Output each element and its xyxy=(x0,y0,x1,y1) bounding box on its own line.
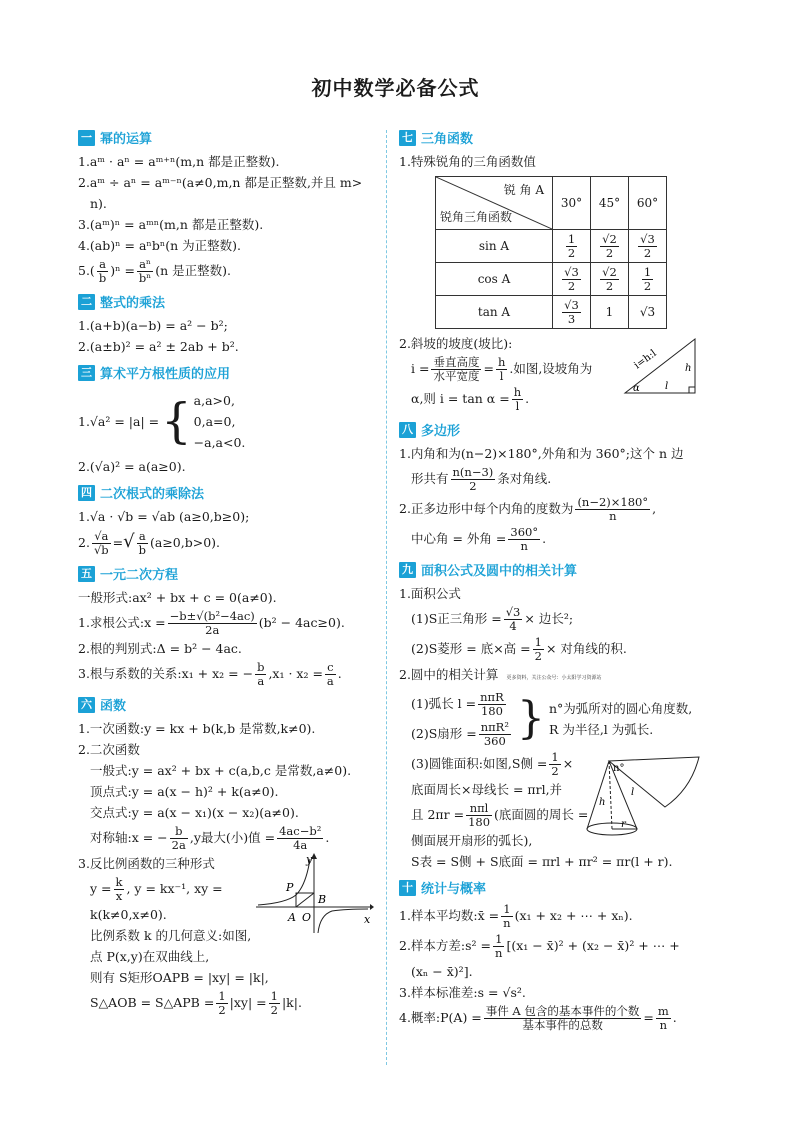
section-header-3 xyxy=(78,363,378,382)
formula-line: α,则 i = tan α = $\frac{h}{l}$ . xyxy=(411,385,530,413)
section-badge: 十 xyxy=(399,880,416,896)
table-header: 30° xyxy=(553,177,591,230)
svg-text:l: l xyxy=(665,381,669,392)
formula-line: 2.斜坡的坡度(坡比): xyxy=(399,336,513,351)
formula-line: 2.二次函数 xyxy=(78,742,140,757)
formula-line: 且 2πr = $\frac{\text{nπl}}{180}$ (底面圆的周长 = xyxy=(411,801,589,829)
formula-line: 3.反比例函数的三种形式 xyxy=(78,856,215,871)
formula-line: 2. $\frac{√a}{√b}$ =√ $\frac{a}{b}$ (a≥0,b>0). xyxy=(78,529,220,557)
section-title: 一元二次方程 xyxy=(100,568,179,583)
formula-line: 1.√a · √b = √ab (a≥0,b≥0); xyxy=(78,509,250,524)
section-header-7 xyxy=(399,128,711,147)
table-row: sin A $\frac{1}{2}$ $\frac{√2}{2}$ $\frac{√3}{2}$ xyxy=(436,230,667,263)
formula-line: 2.(a±b)² = a² ± 2ab + b². xyxy=(78,339,239,354)
arc-formulas: (1)弧长 l = $\frac{\text{nπR}}{180}$ (2)S扇形 = $\frac{\text{nπR²}}{360}$ } n°为弧所对的圆心角度数, R 为半径,l 为弧长. xyxy=(411,690,693,748)
svg-text:y: y xyxy=(306,853,313,866)
table-header: 45° xyxy=(591,177,629,230)
formula-line: 对称轴:x = − $\frac{b}{2a}$ ,y最大(小)值 = $\frac{\text{4ac−b²}}{4a}$ . xyxy=(90,824,330,852)
formula-line: (2)S菱形 = 底×高 = $\frac{1}{2}$ × 对角线的积. xyxy=(411,635,627,663)
section-title: 整式的乘法 xyxy=(100,296,166,311)
section-title: 三角函数 xyxy=(421,132,474,147)
section-header-8 xyxy=(399,420,711,439)
formula-line: 2.(√a)² = a(a≥0). xyxy=(78,459,186,474)
formula-line: 5.( $\frac{a}{b}$ )ⁿ = $\frac{\text{aⁿ}}{\text{bⁿ}}$ (n 是正整数). xyxy=(78,257,232,285)
formula-line: 3.(aᵐ)ⁿ = aᵐⁿ(m,n 都是正整数). xyxy=(78,217,264,232)
formula-line: S表 = S侧 + S底面 = πrl + πr² = πr(l + r). xyxy=(411,854,673,869)
formula-line: 1.样本平均数:x̄ = $\frac{1}{n}$ (x₁ + x₂ + ⋯ + xₙ). xyxy=(399,902,633,930)
section-title: 统计与概率 xyxy=(421,882,487,897)
table-row: tan A $\frac{√3}{3}$ 1 √3 xyxy=(436,296,667,329)
section-badge: 六 xyxy=(78,697,95,713)
section-title: 面积公式及圆中的相关计算 xyxy=(421,564,578,579)
formula-line: 2.aᵐ ÷ aⁿ = aᵐ⁻ⁿ(a≠0,m,n 都是正整数,并且 m> xyxy=(78,175,363,190)
section-badge: 五 xyxy=(78,566,95,582)
svg-text:α: α xyxy=(633,383,640,394)
svg-text:P: P xyxy=(286,881,294,894)
formula-line: 2.样本方差:s² = $\frac{1}{n}$ [(x₁ − x̄)² + (x₂ − x̄)² + ⋯ + xyxy=(399,932,680,960)
svg-text:x: x xyxy=(364,913,371,926)
section-header-1 xyxy=(78,128,378,147)
formula-line: 交点式:y = a(x − x₁)(x − x₂)(a≠0). xyxy=(90,805,299,820)
section-badge: 二 xyxy=(78,294,95,310)
formula-line: 则有 S矩形OAPB = |xy| = |k|, xyxy=(90,970,269,985)
formula-line: 顶点式:y = a(x − h)² + k(a≠0). xyxy=(90,784,279,799)
section-badge: 一 xyxy=(78,130,95,146)
formula-line: 比例系数 k 的几何意义:如图, xyxy=(90,928,252,943)
left-column xyxy=(78,128,378,1018)
formula-line: 一般形式:ax² + bx + c = 0(a≠0). xyxy=(78,590,277,605)
section-header-10 xyxy=(399,878,711,897)
section-title: 算术平方根性质的应用 xyxy=(100,367,231,382)
section-header-9 xyxy=(399,560,711,579)
formula-line: 2.根的判别式:Δ = b² − 4ac. xyxy=(78,641,242,656)
formula-line: k(k≠0,x≠0). xyxy=(90,907,167,922)
formula-line: i = $\frac{\text{垂直高度}}{\text{水平宽度}}$ = $\frac{h}{l}$ .如图,设坡角为 xyxy=(411,355,593,383)
formula-line: 1.一次函数:y = kx + b(k,b 是常数,k≠0). xyxy=(78,721,316,736)
svg-text:h: h xyxy=(685,363,692,374)
formula-line: 中心角 = 外角 = $\frac{360^\circ}{n}$ . xyxy=(411,525,547,553)
formula-line: 4.(ab)ⁿ = aⁿbⁿ(n 为正整数). xyxy=(78,238,241,253)
section-badge: 三 xyxy=(78,365,95,381)
formula-line: 1.内角和为(n−2)×180°,外角和为 360°;这个 n 边 xyxy=(399,446,684,461)
svg-text:l: l xyxy=(631,787,635,798)
svg-text:h: h xyxy=(599,797,606,808)
hyperbola-graph xyxy=(256,853,374,935)
formula-line: (1)S正三角形 = $\frac{√3}{4}$ × 边长²; xyxy=(411,605,574,633)
section-title: 二次根式的乘除法 xyxy=(100,487,205,502)
table-header: 60° xyxy=(629,177,667,230)
table-row: cos A $\frac{√3}{2}$ $\frac{√2}{2}$ $\frac{1}{2}$ xyxy=(436,263,667,296)
formula-line: 侧面展开扇形的弧长), xyxy=(411,833,533,848)
slope-triangle-diagram xyxy=(621,333,701,397)
piecewise-formula: 1.√a² = |a| = { a,a>0, 0,a=0, −a,a<0. xyxy=(78,392,246,450)
section-header-5 xyxy=(78,564,378,583)
section-title: 函数 xyxy=(100,699,127,714)
cone-diagram xyxy=(579,749,703,843)
trig-value-table xyxy=(435,176,667,329)
section-badge: 八 xyxy=(399,422,416,438)
svg-text:B: B xyxy=(318,893,327,906)
formula-line: (3)圆锥面积:如图,S侧 = $\frac{1}{2}$ × xyxy=(411,750,574,778)
svg-text:n°: n° xyxy=(613,763,625,774)
formula-line: S△AOB = S△APB = $\frac{1}{2}$ |xy| = $\frac{1}{2}$ |k|. xyxy=(90,989,302,1017)
section-badge: 九 xyxy=(399,562,416,578)
formula-line: 1.aᵐ · aⁿ = aᵐ⁺ⁿ(m,n 都是正整数). xyxy=(78,154,280,169)
watermark-note: 更多资料，关注公众号：小太阳学习资源站 xyxy=(506,675,602,681)
section-header-2 xyxy=(78,292,378,311)
formula-line: 2.正多边形中每个内角的度数为 $\frac{(n-2)\times 180^\circ}{n}$ , xyxy=(399,495,657,523)
formula-line: 1.(a+b)(a−b) = a² − b²; xyxy=(78,318,228,333)
right-column xyxy=(399,128,711,1033)
svg-text:O: O xyxy=(302,911,312,924)
formula-line: 3.样本标准差:s = √s². xyxy=(399,985,526,1000)
section-header-6 xyxy=(78,695,378,714)
svg-text:r: r xyxy=(621,819,626,830)
formula-line: (xₙ − x̄)²]. xyxy=(411,964,473,979)
formula-line: 4.概率:P(A) = $\frac{\text{事件 A 包含的基本事件的个数}}{\text{基本事件的总数}}$ = $\frac{m}{n}$ . xyxy=(399,1004,677,1032)
section-badge: 七 xyxy=(399,130,416,146)
formula-line: 底面周长×母线长 = πrl,并 xyxy=(411,782,563,797)
svg-text:A: A xyxy=(288,911,296,924)
table-corner-cell: 锐 角 A 锐角三角函数 xyxy=(436,177,553,230)
formula-line: 1.面积公式 xyxy=(399,586,461,601)
formula-line: 2.圆中的相关计算 更多资料，关注公众号：小太阳学习资源站 xyxy=(399,667,602,682)
formula-line: 形共有 $\frac{n(n-3)}{2}$ 条对角线. xyxy=(411,465,552,493)
formula-line: 一般式:y = ax² + bx + c(a,b,c 是常数,a≠0). xyxy=(90,763,352,778)
formula-line: y = $\frac{k}{x}$ , y = kx⁻¹, xy = xyxy=(90,875,223,903)
section-badge: 四 xyxy=(78,485,95,501)
formula-line: n). xyxy=(90,196,107,211)
formula-line: 3.根与系数的关系:x₁ + x₂ = − $\frac{b}{a}$ ,x₁ · x₂ = $\frac{c}{a}$ . xyxy=(78,660,342,688)
formula-line: 点 P(x,y)在双曲线上, xyxy=(90,949,210,964)
page-title: 初中数学必备公式 xyxy=(311,76,480,100)
section-header-4 xyxy=(78,483,378,502)
section-title: 多边形 xyxy=(421,424,461,439)
svg-text:i=h:l: i=h:l xyxy=(632,348,659,372)
formula-line: 1.特殊锐角的三角函数值 xyxy=(399,154,536,169)
formula-line: 1.求根公式:x = $\frac{\text{−b±√(b²−4ac)}}{2a}$ (b² − 4ac≥0). xyxy=(78,609,345,637)
section-title: 幂的运算 xyxy=(100,132,153,147)
column-divider xyxy=(386,130,387,1065)
